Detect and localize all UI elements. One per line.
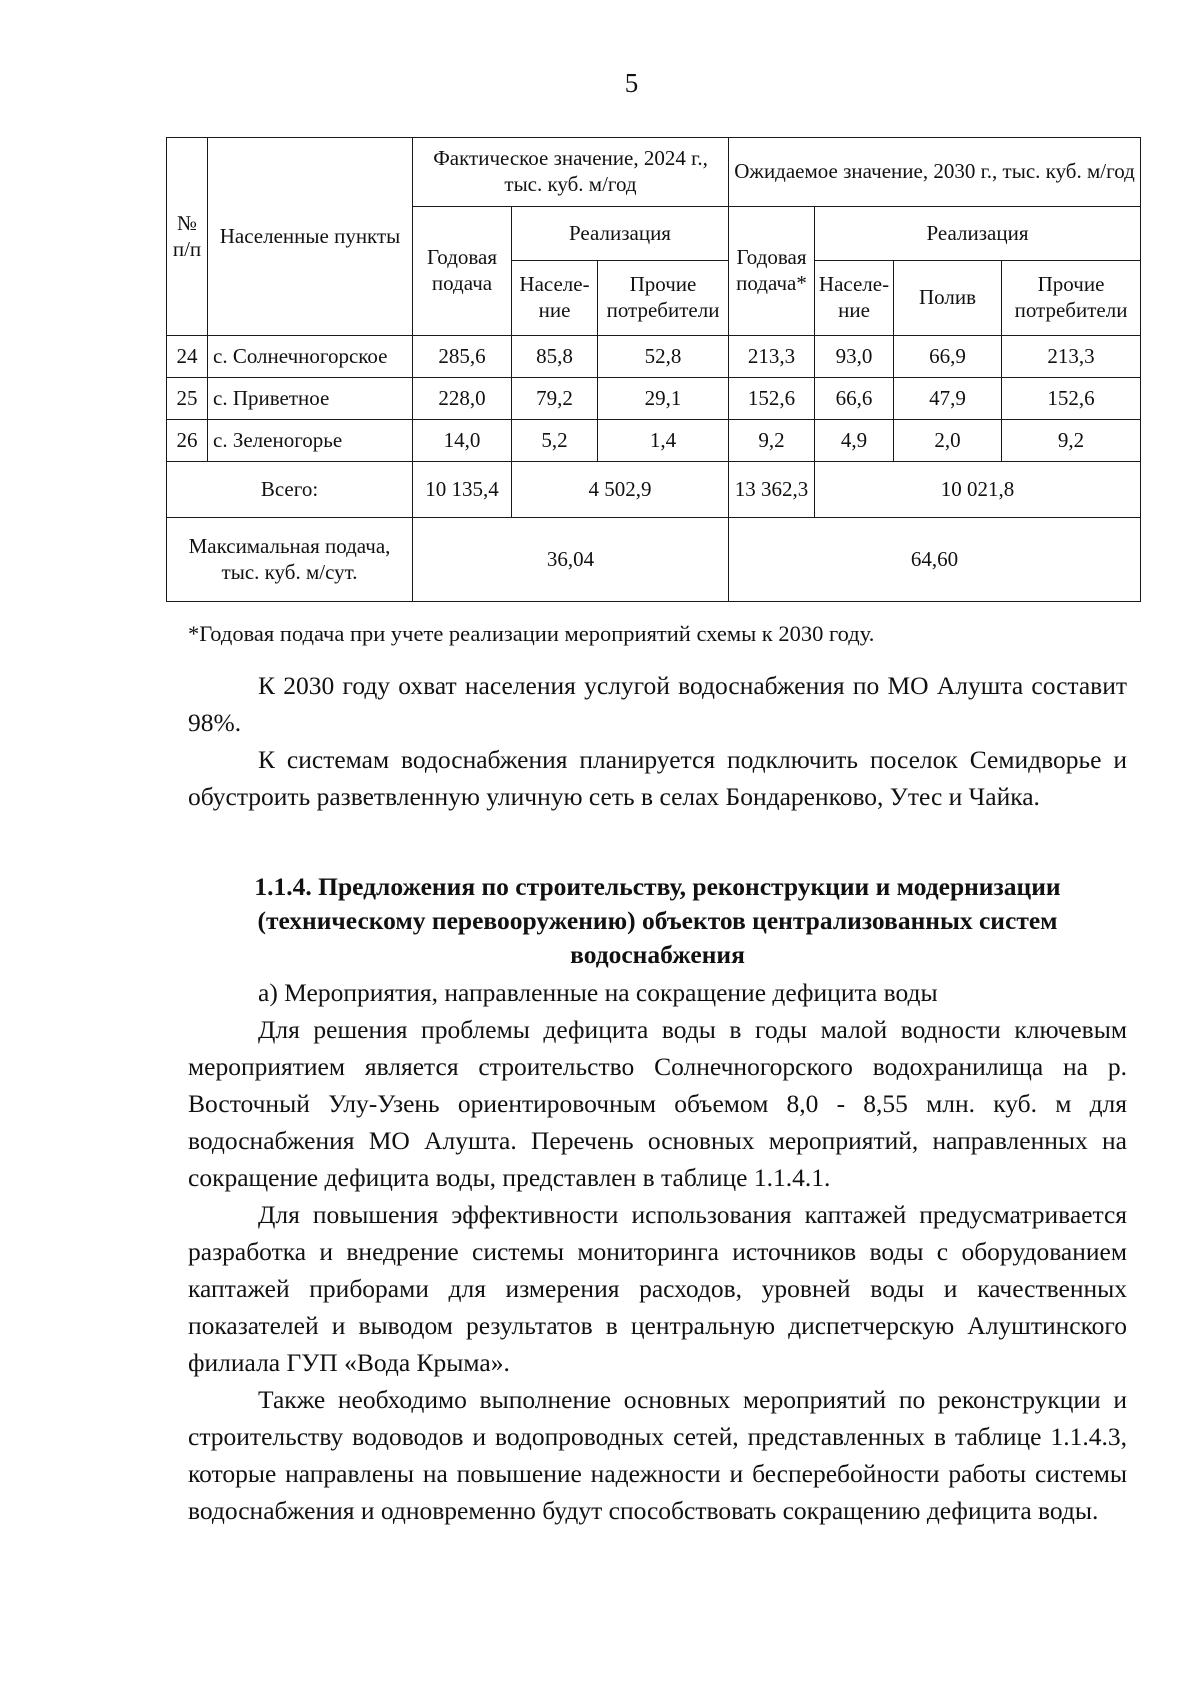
row-population-actual: 5,2 [512,420,598,462]
total-realization-expected: 10 021,8 [815,462,1141,518]
table-row [167,378,1141,420]
header-annual-supply-actual: Годовая подача [413,207,512,336]
row-population-actual: 85,8 [512,336,598,378]
row-irrigation-expected: 47,9 [894,378,1002,420]
max-supply-expected: 64,60 [729,518,1141,602]
row-annual-expected: 9,2 [729,420,815,462]
row-other-actual: 29,1 [598,378,729,420]
total-row [167,462,1141,518]
total-annual-actual: 10 135,4 [413,462,512,518]
total-realization-actual: 4 502,9 [512,462,729,518]
row-population-actual: 79,2 [512,378,598,420]
header-actual-2024: Фактическое значение, 2024 г., тыс. куб. м/год [413,138,729,207]
header-other-consumers-actual: Прочие потребители [598,261,729,336]
row-settlement: с. Приветное [208,378,413,420]
header-population-actual: Населе-ние [512,261,598,336]
header-realization-expected: Реализация [815,207,1141,261]
section-heading: 1.1.4. Предложения по строительству, реконструкции и модернизации (техническому перевооружению) объектов централизованных систем водоснабжения [254,872,1061,969]
row-irrigation-expected: 66,9 [894,336,1002,378]
row-population-expected: 93,0 [815,336,894,378]
header-expected-2030: Ожидаемое значение, 2030 г., тыс. куб. м/год [729,138,1141,207]
header-other-consumers-expected: Прочие потребители [1002,261,1141,336]
row-settlement: с. Солнечногорское [208,336,413,378]
max-supply-label: Максимальная подача, тыс. куб. м/сут. [167,518,413,602]
row-annual-expected: 213,3 [729,336,815,378]
row-other-expected: 9,2 [1002,420,1141,462]
paragraph-reconstruction: Также необходимо выполнение основных мероприятий по реконструкции и строительству водоводов и водопроводных сетей, представленных в таблице 1.1.4.3, которые направлены на повышение надежности и бесперебойности работы системы водоснабжения и одновременно будут способствовать сокращению дефицита воды. [188,1385,1127,1525]
max-supply-actual: 36,04 [413,518,729,602]
measures-section [188,974,1127,1529]
row-annual-actual: 285,6 [413,336,512,378]
water-supply-table [166,137,1141,602]
row-annual-actual: 14,0 [413,420,512,462]
row-number: 24 [167,336,208,378]
table-footnote: *Годовая подача при учете реализации мероприятий схемы к 2030 году. [188,621,875,646]
total-label: Всего: [167,462,413,518]
page-number: 5 [624,68,639,98]
row-population-expected: 66,6 [815,378,894,420]
row-other-actual: 52,8 [598,336,729,378]
row-number: 26 [167,420,208,462]
header-population-expected: Населе-ние [815,261,894,336]
header-annual-supply-expected: Годовая подача* [729,207,815,336]
row-other-expected: 213,3 [1002,336,1141,378]
paragraph-coverage: К 2030 году охват населения услугой водоснабжения по МО Алушта составит 98%. [188,671,1127,737]
max-supply-row [167,518,1141,602]
total-annual-expected: 13 362,3 [729,462,815,518]
paragraph-connection: К системам водоснабжения планируется подключить поселок Семидворье и обустроить разветвленную уличную сеть в селах Бондаренково, Утес и Чайка. [188,745,1127,811]
paragraph-reservoir: Для решения проблемы дефицита воды в годы малой водности ключевым мероприятием является строительство Солнечногорского водохранилища на р. Восточный Улу-Узень ориентировочным объемом 8,0 - 8,55 млн. куб. м для водоснабжения МО Алушта. Перечень основных мероприятий, направленных на сокращение дефицита воды, представлен в таблице 1.1.4.1. [188,1015,1127,1192]
row-other-actual: 1,4 [598,420,729,462]
row-annual-actual: 228,0 [413,378,512,420]
header-number: № п/п [167,138,208,336]
paragraph-subheading: а) Мероприятия, направленные на сокращение дефицита воды [258,978,938,1007]
row-population-expected: 4,9 [815,420,894,462]
header-irrigation-expected: Полив [894,261,1002,336]
row-settlement: с. Зеленогорье [208,420,413,462]
table-row [167,420,1141,462]
header-realization-actual: Реализация [512,207,729,261]
paragraph-monitoring: Для повышения эффективности использования каптажей предусматривается разработка и внедрение системы мониторинга источников воды с оборудованием каптажей приборами для измерения расходов, уровней воды и качественных показателей и выводом результатов в центральную диспетчерскую Алуштинского филиала ГУП «Вода Крыма». [188,1200,1127,1377]
row-annual-expected: 152,6 [729,378,815,420]
coverage-paragraph [188,667,1127,815]
table-row [167,336,1141,378]
header-settlements: Населенные пункты [208,138,413,336]
row-irrigation-expected: 2,0 [894,420,1002,462]
row-number: 25 [167,378,208,420]
row-other-expected: 152,6 [1002,378,1141,420]
